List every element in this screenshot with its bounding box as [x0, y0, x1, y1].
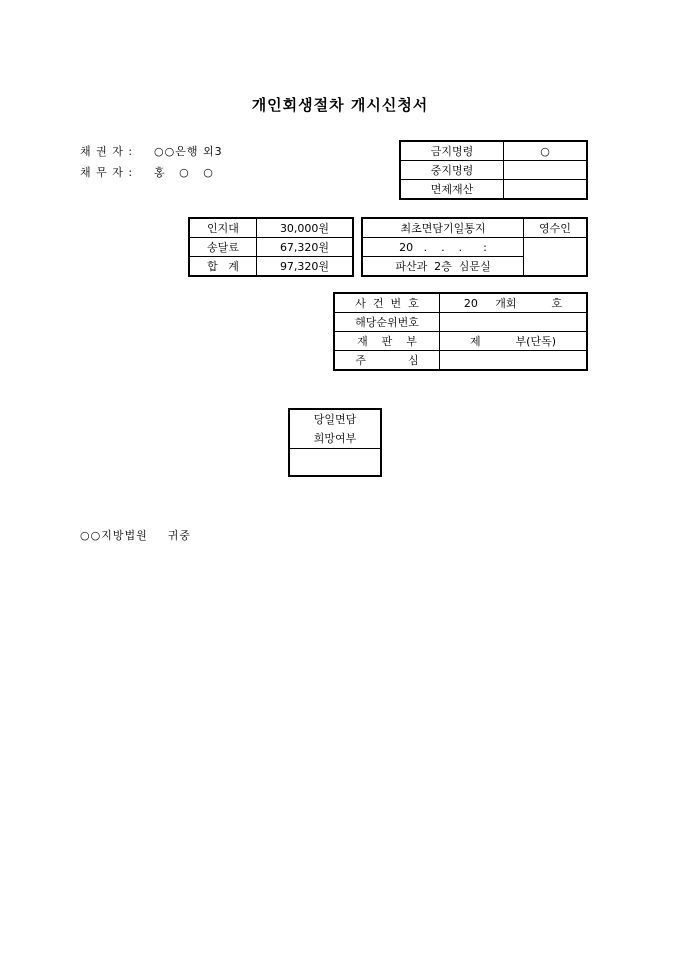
orders-row-exempt-property [400, 180, 587, 200]
court-name: ○○지방법원 [80, 529, 148, 542]
fees-label: 인지대 [189, 218, 257, 238]
fees-value: 67,320원 [257, 238, 354, 257]
fees-label: 합 계 [189, 257, 257, 277]
creditor-label: 채 권 자 : [80, 145, 134, 158]
interview-place: 파산과 2층 심문실 [362, 257, 524, 277]
case-value: 20 개회 호 [440, 293, 588, 313]
same-day-value [289, 449, 381, 477]
fees-value: 30,000원 [257, 218, 354, 238]
interview-header: 최초면담기일통지 [362, 218, 524, 238]
fees-value: 97,320원 [257, 257, 354, 277]
same-day-line1: 당일면담 [313, 413, 357, 426]
case-row [334, 293, 587, 313]
orders-row-injunction [400, 141, 587, 161]
case-row [334, 351, 587, 371]
orders-value [504, 180, 588, 200]
case-table [333, 292, 588, 371]
orders-value [504, 161, 588, 180]
receipt-value [524, 238, 588, 277]
receipt-header: 영수인 [524, 218, 588, 238]
same-day-header [289, 409, 381, 449]
orders-value: ○ [504, 141, 588, 161]
debtor-value: 홍 ○ ○ [154, 166, 214, 179]
interview-date-row [362, 238, 587, 257]
case-label: 주 심 [334, 351, 440, 371]
orders-label: 금지명령 [400, 141, 504, 161]
fees-label: 송달료 [189, 238, 257, 257]
interview-header-row [362, 218, 587, 238]
debtor-line [80, 164, 214, 180]
case-row [334, 332, 587, 351]
orders-label: 중지명령 [400, 161, 504, 180]
orders-table [399, 140, 588, 200]
orders-row-suspension [400, 161, 587, 180]
page-title: 개인회생절차 개시신청서 [251, 96, 429, 114]
orders-label: 면제재산 [400, 180, 504, 200]
fees-row [189, 238, 353, 257]
creditor-value: ○○은행 외3 [154, 145, 223, 158]
case-label: 사 건 번 호 [334, 293, 440, 313]
case-row [334, 313, 587, 332]
fees-row [189, 218, 353, 238]
creditor-line [80, 143, 223, 159]
case-label: 재 판 부 [334, 332, 440, 351]
fees-row [189, 257, 353, 277]
case-value [440, 313, 588, 332]
interview-date: 20 . . . : [362, 238, 524, 257]
same-day-header-row [289, 409, 381, 449]
same-day-value-row [289, 449, 381, 477]
debtor-label: 채 무 자 : [80, 166, 134, 179]
same-day-interview-box [288, 408, 382, 477]
same-day-line2: 희망여부 [313, 432, 357, 445]
interview-table [361, 217, 588, 277]
case-value: 제 부(단독) [440, 332, 588, 351]
case-label: 해당순위번호 [334, 313, 440, 332]
addressee-suffix: 귀중 [167, 529, 191, 542]
footer-addressee [80, 527, 191, 543]
case-value [440, 351, 588, 371]
fees-table [188, 217, 354, 277]
